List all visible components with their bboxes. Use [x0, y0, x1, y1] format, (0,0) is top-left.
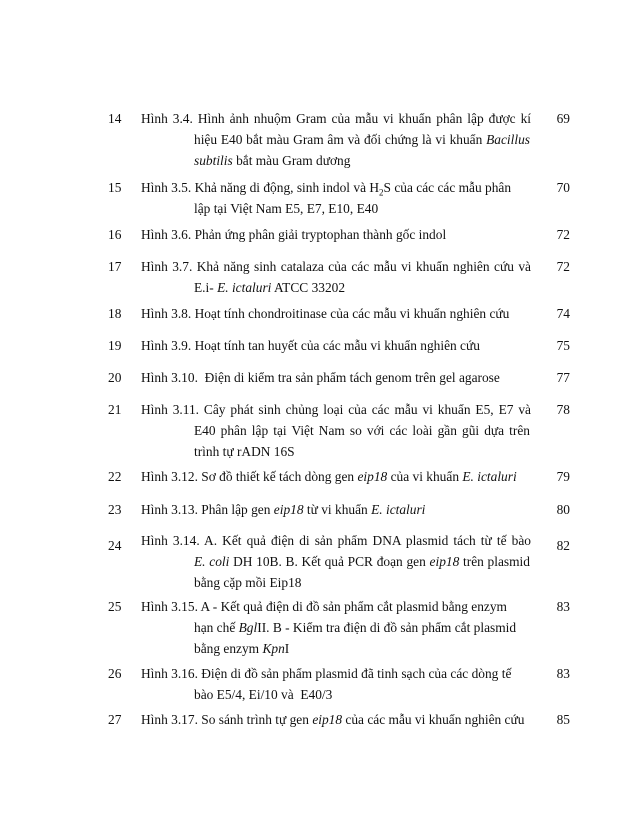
entry-caption-line-2: E. coli DH 10B. B. Kết quả PCR đoạn gen eip18 trên plasmid: [194, 554, 530, 569]
entry-number: 21: [108, 402, 122, 417]
entry-caption-line-1: Hình 3.17. So sánh trình tự gen eip18 của các mẫu vi khuẩn nghiên cứu: [141, 712, 525, 727]
entry-caption-line-1: Hình 3.13. Phân lập gen eip18 từ vi khuẩn E. ictaluri: [141, 502, 426, 517]
entry-page-number: 74: [556, 306, 570, 321]
entry-number: 26: [108, 666, 122, 681]
entry-caption-line-2: E.i- E. ictaluri ATCC 33202: [194, 280, 346, 295]
entry-caption-line-2: hạn chế BglII. B - Kiểm tra điện di đồ sản phẩm cắt plasmid: [194, 620, 517, 635]
entry-caption-line-1: Hình 3.4. Hình ảnh nhuộm Gram của mẫu vi khuẩn phân lập được kí: [141, 111, 531, 126]
entry-number: 15: [108, 180, 122, 195]
entry-page-number: 72: [556, 259, 570, 274]
entry-caption-line-2: lập tại Việt Nam E5, E7, E10, E40: [194, 201, 379, 216]
entry-caption-line-1: Hình 3.11. Cây phát sinh chủng loại của các mẫu vi khuẩn E5, E7 và: [141, 402, 531, 417]
entry-number: 14: [108, 111, 122, 126]
entry-number: 23: [108, 502, 122, 517]
entry-number: 19: [108, 338, 122, 353]
entry-page-number: 83: [556, 599, 570, 614]
entry-page-number: 72: [556, 227, 570, 242]
entry-page-number: 75: [556, 338, 570, 353]
entry-caption-line-1: Hình 3.6. Phản ứng phân giải tryptophan thành gốc indol: [141, 227, 447, 242]
entry-page-number: 80: [556, 502, 570, 517]
entry-page-number: 69: [556, 111, 570, 126]
entry-number: 24: [108, 538, 122, 553]
entry-number: 18: [108, 306, 122, 321]
entry-caption-line-3: bằng enzym KpnI: [194, 641, 290, 656]
entry-caption-line-2: E40 phân lập tại Việt Nam so với các loài gần gũi dựa trên: [194, 423, 530, 438]
entry-caption-line-1: Hình 3.10. Điện di kiểm tra sản phẩm tách genom trên gel agarose: [141, 370, 500, 385]
entry-page-number: 77: [556, 370, 570, 385]
entry-number: 27: [108, 712, 122, 727]
entry-number: 20: [108, 370, 122, 385]
entry-number: 17: [108, 259, 122, 274]
entry-number: 22: [108, 469, 122, 484]
entry-caption-line-1: Hình 3.8. Hoạt tính chondroitinase của các mẫu vi khuẩn nghiên cứu: [141, 306, 510, 321]
entry-caption-line-1: Hình 3.14. A. Kết quả điện di sản phẩm DNA plasmid tách từ tế bào: [141, 533, 531, 548]
entry-page-number: 79: [556, 469, 570, 484]
entry-caption-line-3: subtilis bắt màu Gram dương: [194, 153, 351, 168]
entry-page-number: 70: [556, 180, 570, 195]
entry-page-number: 82: [556, 538, 570, 553]
entry-caption-line-1: Hình 3.9. Hoạt tính tan huyết của các mẫu vi khuẩn nghiên cứu: [141, 338, 480, 353]
entry-caption-line-2: hiệu E40 bắt màu Gram âm và đối chứng là vi khuẩn Bacillus: [194, 132, 530, 147]
entry-page-number: 85: [556, 712, 570, 727]
entry-caption-line-3: trình tự rADN 16S: [194, 444, 295, 459]
entry-caption-line-1: Hình 3.12. Sơ đồ thiết kế tách dòng gen eip18 của vi khuẩn E. ictaluri: [141, 469, 517, 484]
entry-caption-line-1: Hình 3.16. Điện di đồ sản phẩm plasmid đã tinh sạch của các dòng tế: [141, 666, 512, 681]
entry-page-number: 78: [556, 402, 570, 417]
entry-caption-line-1: Hình 3.5. Khả năng di động, sinh indol và $H_2S$ của các các mẫu phân: [141, 180, 512, 198]
entry-caption-line-1: Hình 3.15. A - Kết quả điện di đồ sản phẩm cắt plasmid bằng enzym: [141, 599, 507, 614]
entry-caption-line-2: bào E5/4, Ei/10 và E40/3: [194, 687, 333, 702]
entry-caption-line-1: Hình 3.7. Khả năng sinh catalaza của các mẫu vi khuẩn nghiên cứu và: [141, 259, 531, 274]
entry-number: 16: [108, 227, 122, 242]
entry-caption-line-3: bằng cặp mồi Eip18: [194, 575, 302, 590]
entry-page-number: 83: [556, 666, 570, 681]
entry-number: 25: [108, 599, 122, 614]
